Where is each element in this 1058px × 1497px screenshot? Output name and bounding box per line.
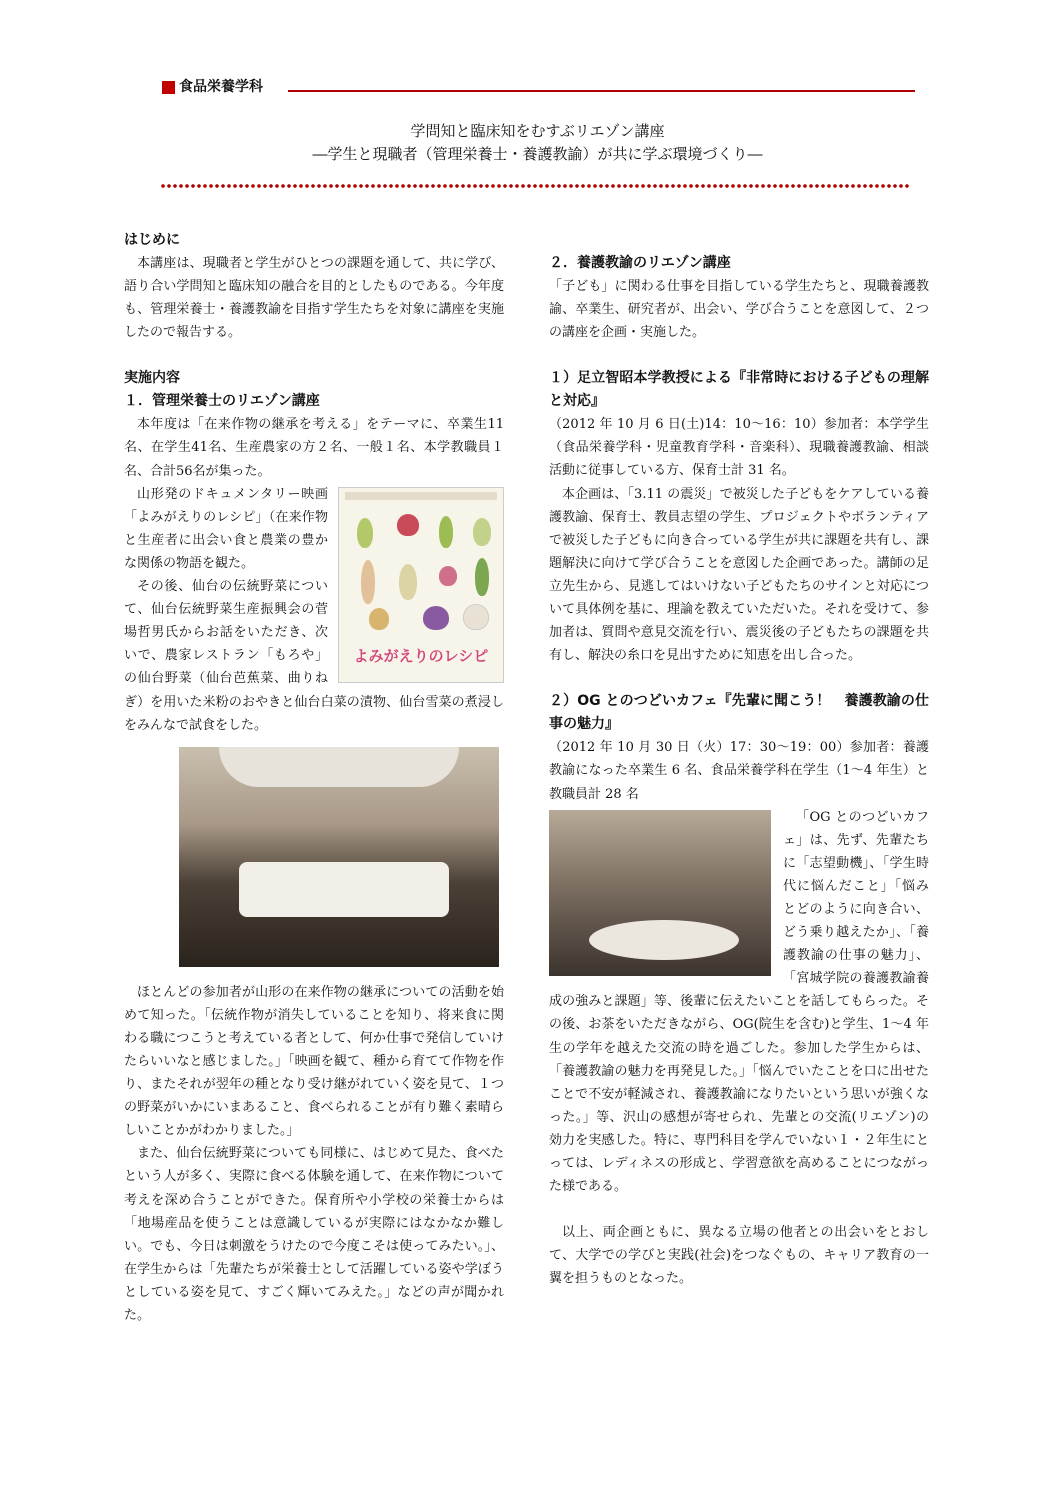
intro-text: 本講座は、現職者と学生がひとつの課題を通して、共に学び、語り合い学問知と臨床知の融合を目的としたものである。今年度も、管理栄養士・養護教諭を目指す学生たちを対象に講座を実施したので報告する。	[124, 256, 504, 341]
subsection1-meta: （2012 年 10 月 6 日(土)14：10～16：10）参加者：本学学生（食品栄養学科・児童教育学科・音楽科）、現職養護教諭、相談活動に従事している方、保育士計 31 名。	[549, 417, 929, 479]
section1-paragraph-3: その後、仙台の伝統野菜について、仙台伝統野菜生産振興会の菅場哲男氏からお話をいただき、次いで、農家レストラン「もろや」の仙台野菜（仙台芭蕉菜、曲りねぎ）を用いた米粉のおやきと仙台白菜の漬物、仙台雪菜の煮浸しをみんなで試食をした。	[124, 579, 504, 733]
header-square-marker	[162, 81, 175, 94]
subsection2-body: 「OG とのつどいカフェ」は、先ず、先輩たちに「志望動機」、「学生時代に悩んだこと」「悩みとどのように向き合い、どう乗り越えたか」、「養護教諭の仕事の魅力」、「宮城学院の養護教諭養成の強みと課題」等、後輩に伝えたいことを話してもらった。その後、お茶をいただきながら、OG(院生を含む)と学生、1～4 年生の学年を越えた交流の時を過ごした。参加した学生からは、「養護教諭の魅力を再発見した。」「悩んでいたことを口に出せたことで不安が軽減され、養護教諭になりたいという思いが強くなった。」等、沢山の感想が寄せられ、先輩との交流(リエゾン)の効力を実感した。特に、専門科目を学んでいない１・２年生にとっては、レディネスの形成と、学習意欲を高めることにつながった様である。	[549, 809, 929, 1195]
section2-intro: 「子ども」に関わる仕事を目指している学生たちと、現職養護教諭、卒業生、研究者が、出会い、学び合うことを意図して、２つの講座を企画・実施した。	[549, 279, 929, 341]
poster-title: よみがえりのレシピ	[353, 646, 489, 665]
department-label: 食品栄養学科	[179, 79, 263, 95]
section1-heading: １．管理栄養士のリエゾン講座	[124, 393, 320, 410]
movie-poster-image	[338, 487, 504, 683]
section1-paragraph-2: 山形発のドキュメンタリー映画「よみがえりのレシピ」（在来作物と生産者に出会い食と農業の豊かな関係の物語を観た。	[124, 486, 328, 571]
left-column	[124, 229, 504, 1327]
article-subtitle: ―学生と現職者（管理栄養士・養護教諭）が共に学ぶ環境づくり―	[312, 145, 763, 163]
right-column	[549, 252, 929, 1290]
section1-paragraph-4: ほとんどの参加者が山形の在来作物の継承についての活動を始めて知った。「伝統作物が消失していることを知り、将来食に関わる職につこうと考えている者として、何か仕事で発信していけたらいいなと感じました。」「映画を観て、種から育てて作物を作り、またそれが翌年の種となり受け継がれていく姿を見て、１つの野菜がいかにいまあること、食べられることが有り難く素晴らしいことかがわかりました。」	[124, 984, 504, 1139]
article-title-block	[160, 120, 915, 166]
tasting-event-photo	[179, 747, 499, 967]
subsection1-heading: １）足立智昭本学教授による『非常時における子どもの理解と対応』	[549, 370, 929, 410]
subsection1-body: 本企画は、「3.11 の震災」で被災した子どもをケアしている養護教諭、保育士、教員志望の学生、プロジェクトやボランティアで被災した子どもに向き合っている学生が共に課題を共有し、課題解決に向けて学び合うことを意図した企画であった。講師の足立先生から、見逃してはいけない子どもたちのサインと対応について具体例を基に、理論を教えていただいた。それを受けて、参加者は、質問や意見交流を行い、震災後の子どもたちの課題を共有し、解決の糸口を見出すために知恵を出し合った。	[549, 486, 929, 664]
header-rule	[288, 90, 915, 92]
closing-paragraph: 以上、両企画ともに、異なる立場の他者との出会いをとおして、大学での学びと実践(社会)をつなぐもの、キャリア教育の一翼を担うものとなった。	[549, 1225, 929, 1287]
subsection2-meta: （2012 年 10 月 30 日（火）17：30～19：00）参加者：養護教諭になった卒業生 6 名、食品栄養学科在学生（1～4 年生）と教職員計 28 名	[549, 740, 929, 802]
intro-heading: はじめに	[124, 232, 180, 248]
subsection2-heading: ２）OG とのつどいカフェ『先輩に聞こう！ 養護教諭の仕事の魅力』	[549, 693, 929, 733]
section1-paragraph-5: また、仙台伝統野菜についても同様に、はじめて見た、食べたという人が多く、実際に食べる体験を通して、在来作物について考えを深め合うことができた。保育所や小学校の栄養士からは「地場産品を使うことは意識しているが実際にはなかなか難しい。でも、今日は刺激をうけたので今度こそは使ってみたい。」、在学生からは「先輩たちが栄養士として活躍している姿や学ぼうとしている姿を見て、すごく輝いてみえた。」などの声が聞かれた。	[124, 1146, 504, 1323]
section1-paragraph-1: 本年度は「在来作物の継承を考える」をテーマに、卒業生11名、在学生41名、生産農家の方２名、一般１名、本学教職員１名、合計56名が集った。	[124, 417, 504, 479]
section2-heading: ２．養護教諭のリエゾン講座	[549, 255, 731, 271]
cafe-event-photo	[549, 810, 771, 976]
article-title: 学問知と臨床知をむすぶリエゾン講座	[410, 122, 665, 140]
implementation-heading: 実施内容	[124, 370, 180, 387]
page-header	[160, 78, 915, 100]
dotted-divider	[160, 184, 910, 188]
